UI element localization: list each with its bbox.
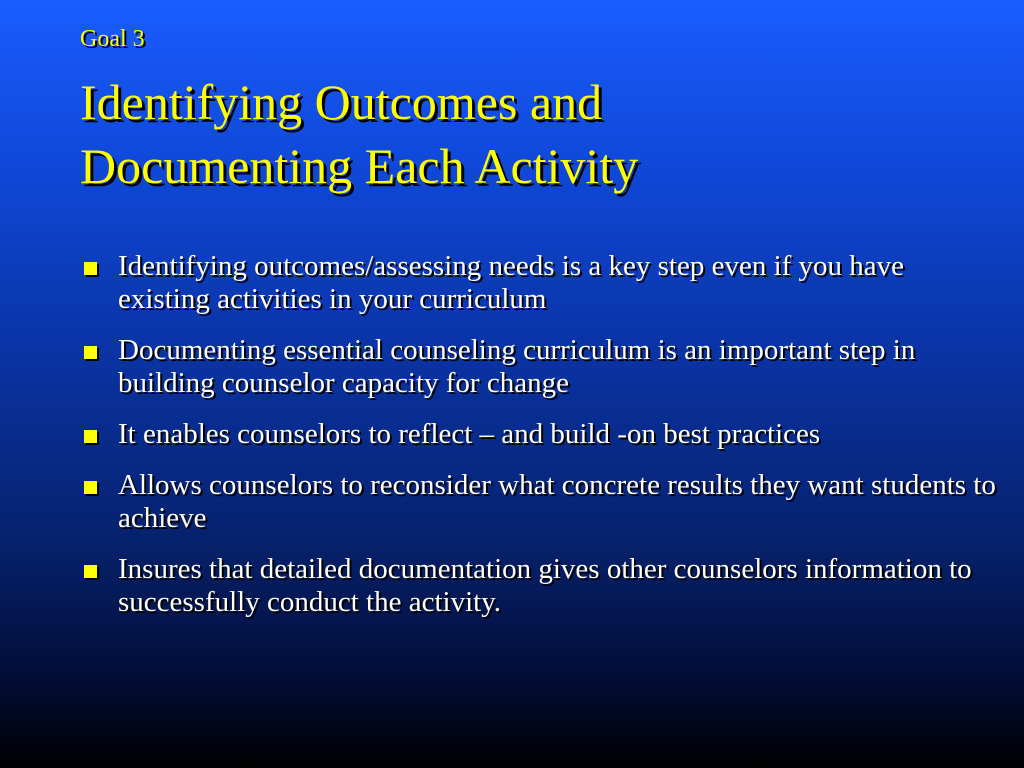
slide-title-line-2: Documenting Each Activity: [80, 138, 639, 194]
bullet-text: Identifying outcomes/assessing needs is a key step even if you have existing activities in your curriculum: [118, 250, 905, 315]
bullet-text: Insures that detailed documentation gives other counselors information to successfully conduct the activity.: [118, 553, 972, 618]
square-bullet-icon: [84, 346, 97, 359]
bullet-item: [78, 418, 998, 451]
bullet-item: [78, 469, 998, 535]
bullet-list: [78, 250, 998, 637]
bullet-item: [78, 250, 998, 316]
bullet-item: [78, 334, 998, 400]
square-bullet-icon: [84, 565, 97, 578]
slide-subtitle: Goal 3: [80, 26, 145, 52]
bullet-text: Documenting essential counseling curriculum is an important step in building counselor capacity for change: [118, 334, 916, 399]
square-bullet-icon: [84, 481, 97, 494]
slide-title: [80, 70, 980, 198]
bullet-item: [78, 553, 998, 619]
square-bullet-icon: [84, 430, 97, 443]
slide-title-line-1: Identifying Outcomes and: [80, 74, 603, 130]
bullet-text: It enables counselors to reflect – and build -on best practices: [118, 418, 821, 450]
square-bullet-icon: [84, 262, 97, 275]
bullet-text: Allows counselors to reconsider what concrete results they want students to achieve: [118, 469, 996, 534]
